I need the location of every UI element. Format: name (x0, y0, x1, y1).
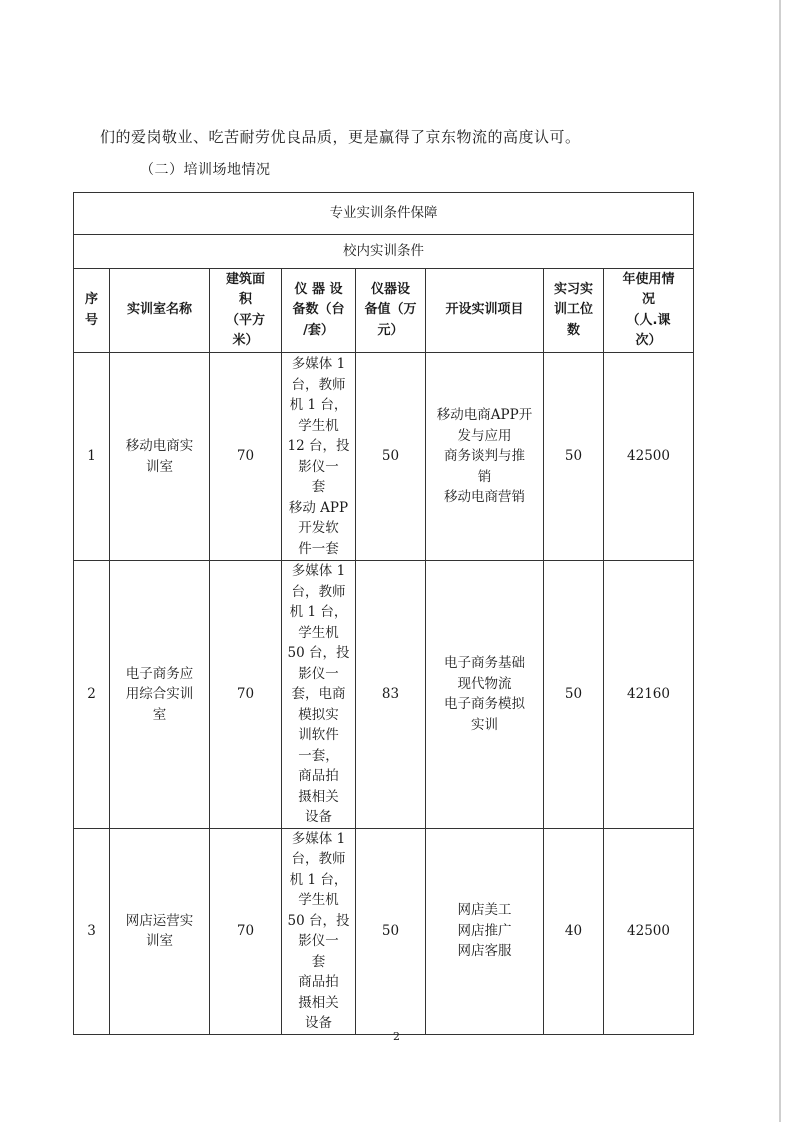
cell-line: 移动电商实 (125, 438, 194, 454)
cell-line: 电子商务应 (125, 665, 194, 682)
cell-line: 台，教师 (291, 376, 346, 393)
row-room-name (110, 353, 210, 561)
table-title-row (74, 193, 694, 235)
row-equipment-value: 50 (356, 828, 426, 1034)
cell-line: 实习实 (553, 281, 593, 297)
cell-line: 建筑面 (225, 271, 265, 287)
cell-line: 网店推广 (457, 922, 512, 939)
cell-line: 机 1 台， (289, 871, 348, 888)
header-equipment-value (356, 269, 426, 353)
header-room (110, 269, 210, 353)
row-projects (426, 828, 544, 1034)
row-index: 1 (74, 353, 110, 561)
cell-line: 影仪一 (298, 933, 339, 949)
cell-line: 号 (84, 312, 98, 328)
table-subtitle: 校内实训条件 (74, 235, 694, 269)
cell-line: 电子商务基础 (444, 655, 525, 672)
cell-line: /套） (303, 322, 334, 338)
cell-line: 开设实训项目 (445, 302, 524, 318)
cell-line: 网店美工 (457, 902, 512, 919)
table-row (74, 353, 694, 561)
cell-line: 设备 (305, 1015, 332, 1031)
cell-line: 12 台，投 (287, 438, 350, 454)
cell-line: 年使用情 (622, 271, 675, 287)
cell-line: 实训 (471, 716, 498, 733)
row-equipment (282, 828, 356, 1034)
table-subtitle-row (74, 235, 694, 269)
cell-line: 商务谈判与推 (444, 448, 525, 465)
cell-line: （平方 (225, 312, 265, 328)
cell-line: 序 (84, 292, 98, 307)
cell-line: 学生机 (298, 892, 339, 908)
cell-line: 网店运营实 (125, 912, 194, 929)
cell-line: 机 1 台， (289, 604, 348, 620)
cell-line: 实训室名称 (126, 302, 192, 318)
cell-line: 影仪一 (298, 665, 339, 682)
row-stations: 50 (544, 353, 604, 561)
cell-line: 米） (232, 333, 259, 348)
cell-line: 套 (311, 953, 326, 970)
cell-line: 商品拍 (298, 974, 339, 990)
row-equipment (282, 561, 356, 829)
cell-line: 训软件 (298, 727, 339, 743)
page-number: 2 (393, 1030, 400, 1043)
cell-line: 训工位 (553, 302, 593, 318)
cell-line: 摄相关 (298, 788, 339, 805)
cell-line: （人.课 (626, 312, 671, 328)
row-equipment (282, 353, 356, 561)
cell-line: 仪器设 (370, 281, 410, 297)
cell-line: 备数（台 (292, 302, 345, 318)
cell-line: 一套， (298, 747, 339, 764)
row-room-name (110, 828, 210, 1034)
row-room-name (110, 561, 210, 829)
cell-line: 台，教师 (291, 851, 346, 867)
row-usage: 42500 (604, 828, 694, 1034)
header-equipment-count (282, 269, 356, 353)
cell-line: 备值（万 (364, 302, 417, 318)
cell-line: 开发软 (298, 520, 339, 536)
cell-line: 模拟实 (298, 706, 339, 723)
cell-line: 况 (641, 292, 655, 307)
cell-line: 元） (377, 322, 404, 338)
cell-line: 用综合实训 (125, 686, 194, 702)
cell-line: 次） (635, 333, 662, 348)
row-stations: 40 (544, 828, 604, 1034)
row-index: 2 (74, 561, 110, 829)
row-stations: 50 (544, 561, 604, 829)
row-area: 70 (210, 828, 282, 1034)
header-stations (544, 269, 604, 353)
cell-line: 数 (566, 322, 580, 338)
cell-line: 多媒体 1 (291, 830, 346, 847)
cell-line: 移动电商营销 (444, 489, 525, 506)
cell-line: 网店客服 (457, 943, 512, 960)
cell-line: 室 (152, 706, 167, 723)
cell-line: 电子商务模拟 (444, 696, 525, 713)
cell-line: 多媒体 1 (291, 356, 346, 372)
cell-line: 发与应用 (457, 427, 512, 444)
row-usage: 42160 (604, 561, 694, 829)
cell-line: 学生机 (298, 624, 339, 641)
row-equipment-value: 50 (356, 353, 426, 561)
cell-line: 仪 器 设 (294, 281, 343, 297)
row-area: 70 (210, 353, 282, 561)
row-projects (426, 353, 544, 561)
table-row (74, 828, 694, 1034)
header-projects (426, 269, 544, 353)
header-area (210, 269, 282, 353)
cell-line: 台，教师 (291, 583, 346, 600)
cell-line: 50 台，投 (287, 912, 350, 929)
row-area: 70 (210, 561, 282, 829)
cell-line: 学生机 (298, 417, 339, 434)
cell-line: 影仪一 (298, 458, 339, 475)
scan-edge-line (779, 0, 781, 1122)
cell-line: 设备 (305, 809, 332, 825)
cell-line: 多媒体 1 (291, 563, 346, 579)
cell-line: 摄相关 (298, 994, 339, 1011)
header-index (74, 269, 110, 353)
cell-line: 套，电商 (291, 686, 346, 702)
cell-line: 训室 (146, 458, 173, 475)
header-usage (604, 269, 694, 353)
cell-line: 商品拍 (298, 768, 339, 784)
table-title: 专业实训条件保障 (74, 193, 694, 235)
row-usage: 42500 (604, 353, 694, 561)
cell-line: 套 (311, 479, 326, 495)
cell-line: 积 (238, 292, 252, 307)
cell-line: 移动电商APP开 (436, 407, 533, 424)
cell-line: 件一套 (298, 540, 339, 557)
training-facilities-table (73, 192, 694, 1035)
row-projects (426, 561, 544, 829)
cell-line: 现代物流 (457, 675, 512, 692)
cell-line: 销 (477, 468, 492, 485)
table-header-row (74, 269, 694, 353)
table-row (74, 561, 694, 829)
cell-line: 50 台，投 (287, 645, 350, 661)
row-index: 3 (74, 828, 110, 1034)
cell-line: 训室 (146, 933, 173, 949)
cell-line: 机 1 台， (289, 397, 348, 413)
body-paragraph: 们的爱岗敬业、吃苦耐劳优良品质，更是赢得了京东物流的高度认可。 (100, 128, 581, 146)
cell-line: 移动 APP (288, 499, 349, 516)
row-equipment-value: 83 (356, 561, 426, 829)
section-heading: （二）培训场地情况 (140, 162, 271, 178)
